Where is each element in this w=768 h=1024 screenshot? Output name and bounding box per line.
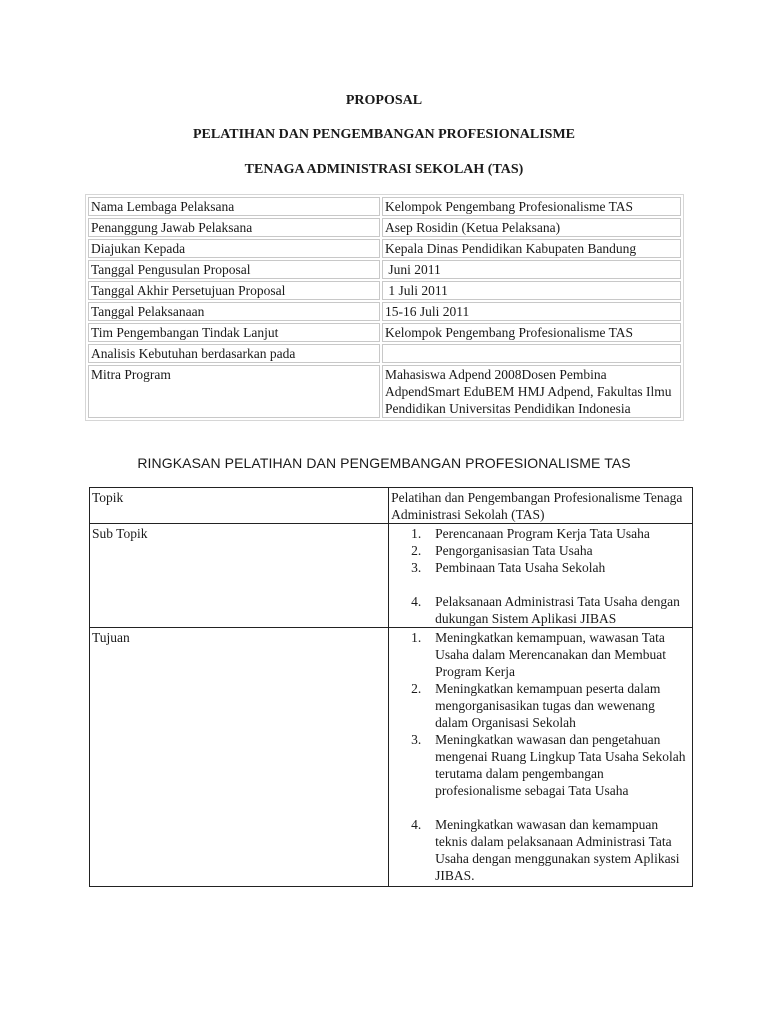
info-value — [382, 344, 681, 363]
info-label: Tim Pengembangan Tindak Lanjut — [88, 323, 380, 342]
tujuan-label: Tujuan — [90, 628, 389, 887]
table-row — [88, 260, 681, 279]
info-value: Kelompok Pengembang Profesionalisme TAS — [382, 323, 681, 342]
proposal-info-table — [85, 194, 684, 421]
list-item — [391, 680, 690, 731]
list-item — [391, 559, 690, 576]
info-value: 1 Juli 2011 — [382, 281, 681, 300]
list-item — [391, 593, 690, 627]
list-text: Perencanaan Program Kerja Tata Usaha — [435, 526, 650, 541]
info-value: Kepala Dinas Pendidikan Kabupaten Bandung — [382, 239, 681, 258]
table-row — [88, 239, 681, 258]
list-number: 2. — [411, 681, 422, 696]
list-number: 2. — [411, 543, 422, 558]
info-value: Juni 2011 — [382, 260, 681, 279]
list-text: Meningkatkan wawasan dan kemampuan teknis dalam pelaksanaan Administrasi Tata Usaha dengan menggunakan system Aplikasi JIBAS. — [435, 817, 680, 883]
subtopik-list — [391, 525, 690, 627]
list-number: 4. — [411, 817, 422, 832]
table-row — [90, 524, 693, 628]
list-item — [391, 542, 690, 559]
tujuan-list-cell — [389, 628, 693, 887]
info-label: Diajukan Kepada — [88, 239, 380, 258]
info-value: 15-16 Juli 2011 — [382, 302, 681, 321]
info-label: Analisis Kebutuhan berdasarkan pada — [88, 344, 380, 363]
list-item — [391, 731, 690, 799]
topik-label: Topik — [90, 488, 389, 524]
list-number: 1. — [411, 630, 422, 645]
info-value: Asep Rosidin (Ketua Pelaksana) — [382, 218, 681, 237]
proposal-title: PROPOSAL — [345, 93, 423, 108]
info-label: Tanggal Pengusulan Proposal — [88, 260, 380, 279]
summary-title: RINGKASAN PELATIHAN DAN PENGEMBANGAN PROFESIONALISME TAS — [137, 455, 631, 471]
table-row — [88, 323, 681, 342]
list-text: Pembinaan Tata Usaha Sekolah — [435, 560, 606, 575]
list-text: Pengorganisasian Tata Usaha — [435, 543, 593, 558]
table-row — [88, 218, 681, 237]
proposal-subtitle-line2: TENAGA ADMINISTRASI SEKOLAH (TAS) — [244, 162, 524, 177]
table-row — [90, 628, 693, 887]
table-row — [88, 302, 681, 321]
list-text: Meningkatkan kemampuan, wawasan Tata Usaha dalam Merencanakan dan Membuat Program Kerja — [435, 630, 667, 679]
table-row — [90, 488, 693, 524]
tujuan-list — [391, 629, 690, 884]
table-row — [88, 365, 681, 418]
list-number: 4. — [411, 594, 422, 609]
list-number: 3. — [411, 732, 422, 747]
info-label: Nama Lembaga Pelaksana — [88, 197, 380, 216]
info-value: Mahasiswa Adpend 2008Dosen Pembina AdpendSmart EduBEM HMJ Adpend, Fakultas Ilmu Pendidikan Universitas Pendidikan Indonesia — [382, 365, 681, 418]
table-row — [88, 281, 681, 300]
info-label: Penanggung Jawab Pelaksana — [88, 218, 380, 237]
topik-value: Pelatihan dan Pengembangan Profesionalisme Tenaga Administrasi Sekolah (TAS) — [389, 488, 693, 524]
proposal-subtitle-line1: PELATIHAN DAN PENGEMBANGAN PROFESIONALISME — [192, 127, 576, 142]
list-item — [391, 816, 690, 884]
list-number: 3. — [411, 560, 422, 575]
info-label: Tanggal Akhir Persetujuan Proposal — [88, 281, 380, 300]
info-label: Mitra Program — [88, 365, 380, 418]
list-item — [391, 525, 690, 542]
list-item — [391, 629, 690, 680]
list-text: Meningkatkan kemampuan peserta dalam mengorganisasikan tugas dan wewenang dalam Organisasi Sekolah — [435, 681, 661, 730]
list-text: Meningkatkan wawasan dan pengetahuan mengenai Ruang Lingkup Tata Usaha Sekolah terutama dalam pengembangan profesionalisme sebagai Tata Usaha — [435, 732, 686, 798]
subtopik-list-cell — [389, 524, 693, 628]
info-value: Kelompok Pengembang Profesionalisme TAS — [382, 197, 681, 216]
summary-table — [89, 487, 693, 887]
info-label: Tanggal Pelaksanaan — [88, 302, 380, 321]
table-row — [88, 344, 681, 363]
list-text: Pelaksanaan Administrasi Tata Usaha dengan dukungan Sistem Aplikasi JIBAS — [435, 594, 680, 626]
subtopik-label: Sub Topik — [90, 524, 389, 628]
list-number: 1. — [411, 526, 422, 541]
table-row — [88, 197, 681, 216]
